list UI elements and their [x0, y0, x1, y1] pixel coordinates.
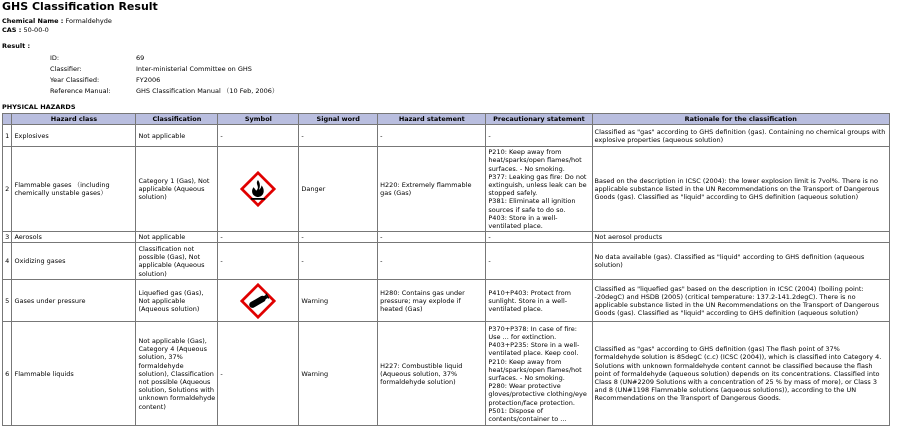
result-key: Classifier:	[50, 65, 82, 73]
hazard-class-cell: Explosives	[12, 125, 136, 147]
chemical-info	[2, 17, 112, 35]
table-header-row	[3, 114, 890, 125]
precautionary-cell: P410+P403: Protect from sunlight. Store in a well-ventilated place.	[486, 280, 592, 322]
table-row	[3, 322, 890, 426]
result-key: Reference Manual:	[50, 87, 111, 95]
row-number: 4	[3, 243, 12, 280]
result-details	[50, 53, 278, 97]
signal-word-cell: -	[299, 232, 378, 243]
row-number: 3	[3, 232, 12, 243]
signal-word-cell: Warning	[299, 322, 378, 426]
precautionary-cell: -	[486, 243, 592, 280]
col-header-hazard-statement: Hazard statement	[378, 114, 486, 125]
result-value: GHS Classification Manual （10 Feb, 2006）	[136, 87, 279, 95]
table-row	[3, 147, 890, 232]
classification-cell: Classification not possible (Gas), Not applicable (Aqueous solution)	[136, 243, 218, 280]
hazard-statement-cell: H227: Combustible liquid (Aqueous solution, 37% formaldehyde solution)	[378, 322, 486, 426]
cas-label: CAS :	[2, 26, 22, 34]
classification-cell: Not applicable	[136, 125, 218, 147]
precautionary-cell: P210: Keep away from heat/sparks/open flames/hot surfaces. - No smoking. P377: Leaking gas fire: Do not extinguish, unless leak can be stopped safely. P381: Eliminate all ignition sources if safe to do so. P403: Store in a well-ventilated place.	[486, 147, 592, 232]
precautionary-cell: P370+P378: In case of fire: Use ... for extinction. P403+P235: Store in a well-ventilated place. Keep cool. P210: Keep away from heat/sparks/open flames/hot surfaces. - No smoking. P280: Wear protective gloves/protective clothing/eye protection/face protection. P501: Dispose of contents/container to ...	[486, 322, 592, 426]
physical-hazards-table	[2, 113, 890, 426]
hazard-class-cell: Flammable liquids	[12, 322, 136, 426]
hazard-class-cell: Aerosols	[12, 232, 136, 243]
hazard-class-cell: Gases under pressure	[12, 280, 136, 322]
table-row	[3, 125, 890, 147]
hazard-statement-cell: H220: Extremely flammable gas (Gas)	[378, 147, 486, 232]
symbol-cell: -	[218, 243, 299, 280]
symbol-cell: -	[218, 322, 299, 426]
table-row	[3, 280, 890, 322]
signal-word-cell: Danger	[299, 147, 378, 232]
hazard-class-cell: Flammable gases （including chemically unstable gases）	[12, 147, 136, 232]
result-value: Inter-ministerial Committee on GHS	[136, 65, 252, 73]
col-header-num	[3, 114, 12, 125]
result-row	[50, 64, 278, 75]
signal-word-cell: -	[299, 243, 378, 280]
rationale-cell: Classified as "gas" according to GHS definition (gas) The flash point of 37% formaldehyde solution is 85degC (c.c) (ICSC (2004)), which is classified into Category 4. Solutions with unknown formaldehyde content cannot be classified because the flash point of formaldehyde (aqueous solution) depends on its concentrations. Classified into Class 8 (UN#2209 Solutions with a concentration of 25 % by mass of more), or Class 3 and 8 (UN#1198 Flammable solutions (aqueous solutions)), according to the UN Recommendations on the Transport of Dangerous Goods.	[592, 322, 889, 426]
chemical-name-label: Chemical Name :	[2, 17, 64, 25]
symbol-cell: -	[218, 232, 299, 243]
hazard-statement-cell: H280: Contains gas under pressure; may explode if heated (Gas)	[378, 280, 486, 322]
row-number: 6	[3, 322, 12, 426]
flame-pictogram-icon	[240, 171, 276, 207]
col-header-signal-word: Signal word	[299, 114, 378, 125]
result-key: Year Classified:	[50, 76, 100, 84]
rationale-cell: Classified as "gas" according to GHS definition (gas). Containing no chemical groups with explosive properties (aqueous solution)	[592, 125, 889, 147]
classification-cell: Not applicable (Gas), Category 4 (Aqueous solution, 37% formaldehyde solution), Classification not possible (Aqueous solution, Solutions with unknown formaldehyde content)	[136, 322, 218, 426]
hazard-statement-cell: -	[378, 125, 486, 147]
result-key: ID:	[50, 54, 60, 62]
col-header-rationale: Rationale for the classification	[592, 114, 889, 125]
precautionary-cell: -	[486, 125, 592, 147]
symbol-cell: -	[218, 125, 299, 147]
classification-cell: Liquefied gas (Gas), Not applicable (Aqueous solution)	[136, 280, 218, 322]
result-label: Result :	[2, 42, 31, 50]
row-number: 5	[3, 280, 12, 322]
page-title: GHS Classification Result	[2, 0, 158, 13]
gas-cylinder-pictogram-icon	[240, 283, 276, 319]
result-row	[50, 86, 278, 97]
table-row	[3, 232, 890, 243]
signal-word-cell: -	[299, 125, 378, 147]
row-number: 1	[3, 125, 12, 147]
result-row	[50, 53, 278, 64]
signal-word-cell: Warning	[299, 280, 378, 322]
hazard-class-cell: Oxidizing gases	[12, 243, 136, 280]
col-header-symbol: Symbol	[218, 114, 299, 125]
classification-cell: Category 1 (Gas), Not applicable (Aqueous solution)	[136, 147, 218, 232]
result-row	[50, 75, 278, 86]
col-header-classification: Classification	[136, 114, 218, 125]
rationale-cell: Classified as "liquefied gas" based on the description in ICSC (2004) (boiling point: -20degC) and HSDB (2005) (critical temperature: 137.2-141.2degC). There is no applicable substance listed in the UN Recommendations on the Transport of Dangerous Goods (gas). Classified as "liquid" according to GHS definition (aqueous solution)	[592, 280, 889, 322]
section-title: PHYSICAL HAZARDS	[2, 103, 76, 111]
col-header-precautionary: Precautionary statement	[486, 114, 592, 125]
rationale-cell: No data available (gas). Classified as "liquid" according to GHS definition (aqueous solution)	[592, 243, 889, 280]
symbol-cell	[218, 280, 299, 322]
classification-cell: Not applicable	[136, 232, 218, 243]
hazard-statement-cell: -	[378, 243, 486, 280]
chemical-name-value: Formaldehyde	[65, 17, 112, 25]
col-header-hazard-class: Hazard class	[12, 114, 136, 125]
precautionary-cell: -	[486, 232, 592, 243]
result-value: 69	[136, 54, 145, 62]
row-number: 2	[3, 147, 12, 232]
rationale-cell: Not aerosol products	[592, 232, 889, 243]
result-value: FY2006	[136, 76, 161, 84]
rationale-cell: Based on the description in ICSC (2004): the lower explosion limit is 7vol%. There is no applicable substance listed in the UN Recommendations on the Transport of Dangerous Goods (gas). Classified as "liquid" according to GHS definition (aqueous solution)	[592, 147, 889, 232]
hazard-statement-cell: -	[378, 232, 486, 243]
symbol-cell	[218, 147, 299, 232]
cas-value: 50-00-0	[23, 26, 49, 34]
table-row	[3, 243, 890, 280]
